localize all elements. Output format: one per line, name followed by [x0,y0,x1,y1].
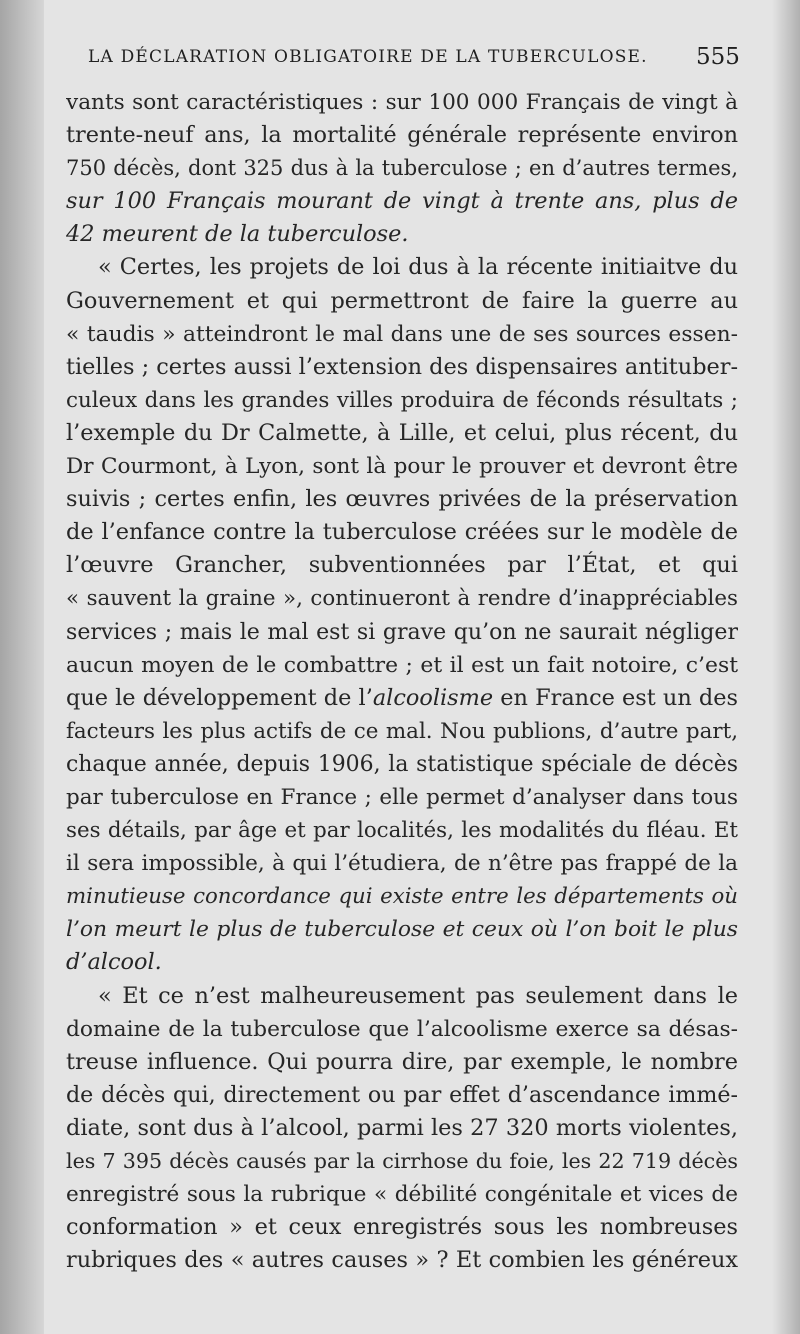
italic-term: alcoolisme [372,684,494,711]
text-line: rubriques des « autres causes » ? Et combien les généreux [66,1247,738,1274]
text-line: l’on meurt le plus de tuberculose et ceux où l’on boit le plus [66,917,738,943]
text-line: Dr Courmont, à Lyon, sont là pour le prouver et devront être [66,454,738,480]
text-line: l’exemple du Dr Calmette, à Lille, et celui, plus récent, du [66,419,738,446]
text-line: l’œuvre Grancher, subventionnées par l’État, et qui [66,552,738,579]
text-line [66,682,738,715]
text-line: il sera impossible, à qui l’étudiera, de n’être pas frappé de la [66,851,738,877]
text-line: « sauvent la graine », continueront à rendre d’inappréciables [66,586,738,612]
binding-shadow [0,0,44,1334]
text-line: services ; mais le mal est si grave qu’on ne saurait négliger [66,619,738,645]
text-run: que le développement de l’ [66,684,373,711]
paragraph-start-line: « Et ce n’est malheureusement pas seulement dans le [98,982,738,1009]
text-line: trente-neuf ans, la mortalité générale représente environ [66,122,738,149]
text-line: les 7 395 décès causés par la cirrhose du foie, les 22 719 décès [66,1149,738,1173]
text-line: 750 décès, dont 325 dus à la tuberculose ; en d’autres termes, [66,156,738,181]
page-number: 555 [696,44,740,70]
text-line: vants sont caractéristiques : sur 100 000 Français de vingt à [66,90,738,115]
text-line: aucun moyen de le combattre ; et il est un fait notoire, c’est [66,652,738,678]
text-line: diate, sont dus à l’alcool, parmi les 27 320 morts violentes, [66,1114,738,1141]
text-line: facteurs les plus actifs de ce mal. Nou publions, d’autre part, [66,718,738,744]
running-head: LA DÉCLARATION OBLIGATOIRE DE LA TUBERCULOSE. [88,47,648,67]
text-line: ses détails, par âge et par localités, les modalités du fléau. Et [66,818,738,844]
text-line: chaque année, depuis 1906, la statistique spéciale de décès [66,751,738,777]
text-line: suivis ; certes enfin, les œuvres privées de la préservation [66,486,738,513]
paragraph-start-line: « Certes, les projets de loi dus à la récente initiaitve du [98,254,738,281]
body-text [66,86,738,1301]
text-line: tielles ; certes aussi l’extension des dispensaires antituber- [66,353,738,380]
text-line: Gouvernement et qui permettront de faire la guerre au [66,287,738,314]
text-line: minutieuse concordance qui existe entre les départements où [66,884,738,910]
text-line: d’alcool. [66,949,162,976]
text-line: sur 100 Français mourant de vingt à trente ans, plus de [66,188,738,215]
text-line: domaine de la tuberculose que l’alcoolisme exerce sa désas- [66,1016,738,1042]
text-line: par tuberculose en France ; elle permet d’analyser dans tous [66,784,738,810]
text-line: culeux dans les grandes villes produira de féconds résultats ; [66,387,738,413]
text-line: de l’enfance contre la tuberculose créées sur le modèle de [66,519,738,546]
edge-shadow [772,0,800,1334]
page-header [0,44,800,74]
text-line: 42 meurent de la tuberculose. [66,221,409,248]
text-line: de décès qui, directement ou par effet d’ascendance immé- [66,1081,738,1108]
text-line: « taudis » atteindront le mal dans une de ses sources essen- [66,321,738,347]
text-line: enregistré sous la rubrique « débilité congénitale et vices de [66,1182,738,1208]
text-line: treuse influence. Qui pourra dire, par exemple, le nombre [66,1048,738,1075]
text-line: conformation » et ceux enregistrés sous les nombreuses [66,1214,738,1241]
text-run: en France est un des [493,684,738,711]
